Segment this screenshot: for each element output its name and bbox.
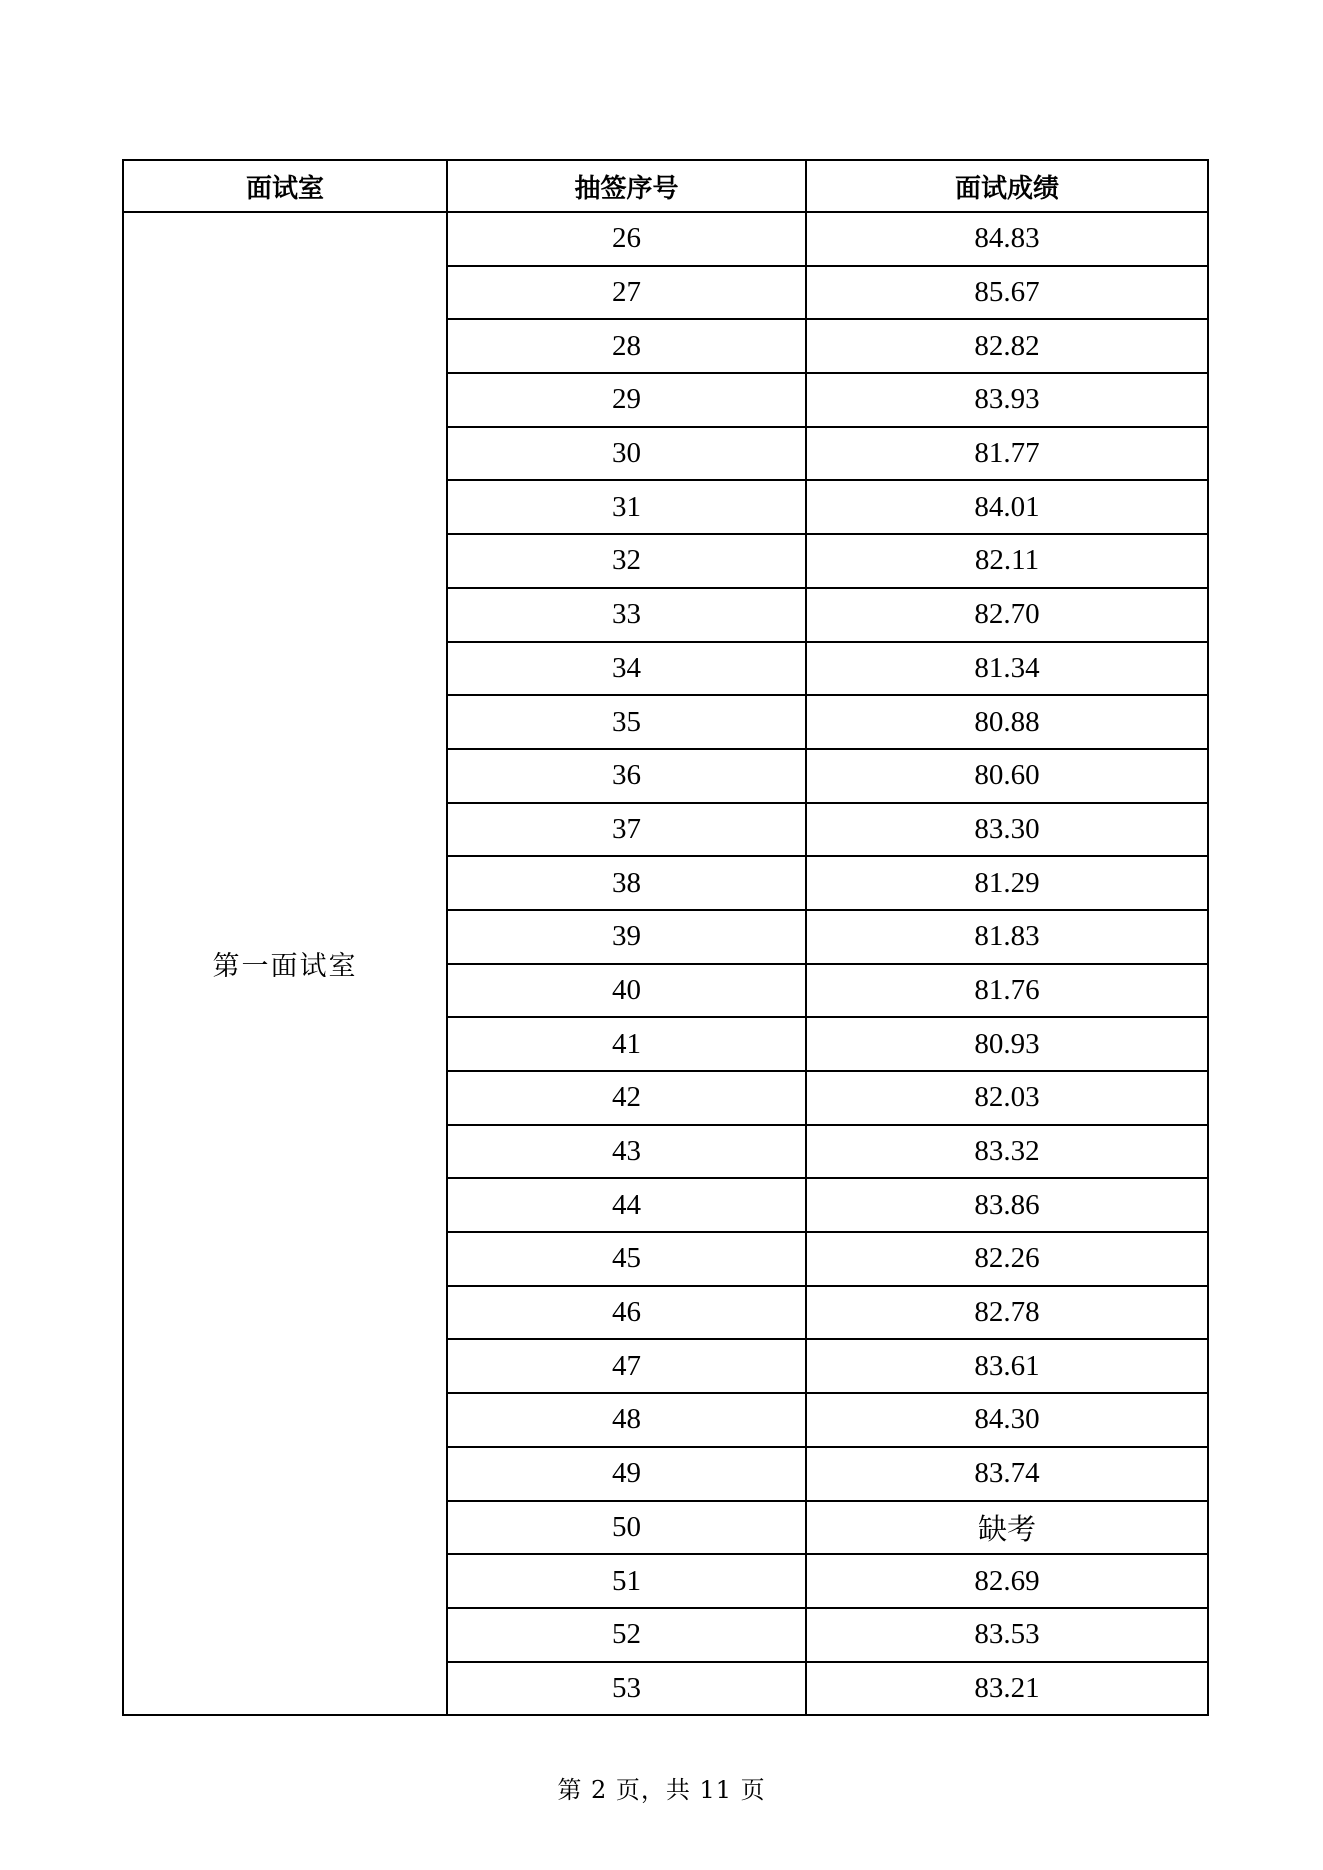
score-cell: 83.21 [806, 1662, 1208, 1716]
draw-number-cell: 45 [447, 1232, 806, 1286]
score-table [122, 159, 1209, 1716]
draw-number-cell: 35 [447, 695, 806, 749]
draw-number-cell: 27 [447, 266, 806, 320]
draw-number-cell: 39 [447, 910, 806, 964]
draw-number-cell: 38 [447, 856, 806, 910]
draw-number-cell: 49 [447, 1447, 806, 1501]
score-cell: 80.60 [806, 749, 1208, 803]
score-cell: 81.76 [806, 964, 1208, 1018]
draw-number-cell: 32 [447, 534, 806, 588]
score-cell: 83.30 [806, 803, 1208, 857]
score-cell: 83.86 [806, 1178, 1208, 1232]
score-cell: 82.11 [806, 534, 1208, 588]
table-row [123, 212, 1208, 266]
draw-number-cell: 31 [447, 480, 806, 534]
draw-number-cell: 37 [447, 803, 806, 857]
draw-number-cell: 51 [447, 1554, 806, 1608]
room-name-cell: 第一面试室 [123, 212, 447, 1715]
draw-number-cell: 26 [447, 212, 806, 266]
header-room: 面试室 [123, 160, 447, 212]
draw-number-cell: 44 [447, 1178, 806, 1232]
score-cell: 85.67 [806, 266, 1208, 320]
draw-number-cell: 48 [447, 1393, 806, 1447]
header-draw-number: 抽签序号 [447, 160, 806, 212]
score-cell: 81.29 [806, 856, 1208, 910]
draw-number-cell: 42 [447, 1071, 806, 1125]
draw-number-cell: 40 [447, 964, 806, 1018]
table-header-row [123, 160, 1208, 212]
header-interview-score: 面试成绩 [806, 160, 1208, 212]
score-cell: 84.83 [806, 212, 1208, 266]
draw-number-cell: 33 [447, 588, 806, 642]
draw-number-cell: 29 [447, 373, 806, 427]
score-cell: 83.53 [806, 1608, 1208, 1662]
draw-number-cell: 53 [447, 1662, 806, 1716]
draw-number-cell: 30 [447, 427, 806, 481]
draw-number-cell: 41 [447, 1017, 806, 1071]
score-cell: 81.83 [806, 910, 1208, 964]
score-cell: 81.34 [806, 642, 1208, 696]
draw-number-cell: 43 [447, 1125, 806, 1179]
table-body [123, 212, 1208, 1715]
score-cell: 82.70 [806, 588, 1208, 642]
draw-number-cell: 34 [447, 642, 806, 696]
score-cell: 82.69 [806, 1554, 1208, 1608]
draw-number-cell: 50 [447, 1501, 806, 1555]
score-cell: 81.77 [806, 427, 1208, 481]
score-cell: 84.01 [806, 480, 1208, 534]
draw-number-cell: 46 [447, 1286, 806, 1340]
score-cell: 82.03 [806, 1071, 1208, 1125]
score-cell: 82.26 [806, 1232, 1208, 1286]
score-cell: 80.93 [806, 1017, 1208, 1071]
draw-number-cell: 47 [447, 1339, 806, 1393]
score-cell: 83.61 [806, 1339, 1208, 1393]
score-cell: 82.82 [806, 319, 1208, 373]
draw-number-cell: 52 [447, 1608, 806, 1662]
score-cell: 80.88 [806, 695, 1208, 749]
score-cell: 缺考 [806, 1501, 1208, 1555]
score-cell: 83.93 [806, 373, 1208, 427]
draw-number-cell: 36 [447, 749, 806, 803]
draw-number-cell: 28 [447, 319, 806, 373]
page-number-footer: 第 2 页，共 11 页 [557, 1776, 766, 1804]
score-cell: 83.74 [806, 1447, 1208, 1501]
score-cell: 84.30 [806, 1393, 1208, 1447]
score-cell: 82.78 [806, 1286, 1208, 1340]
score-cell: 83.32 [806, 1125, 1208, 1179]
